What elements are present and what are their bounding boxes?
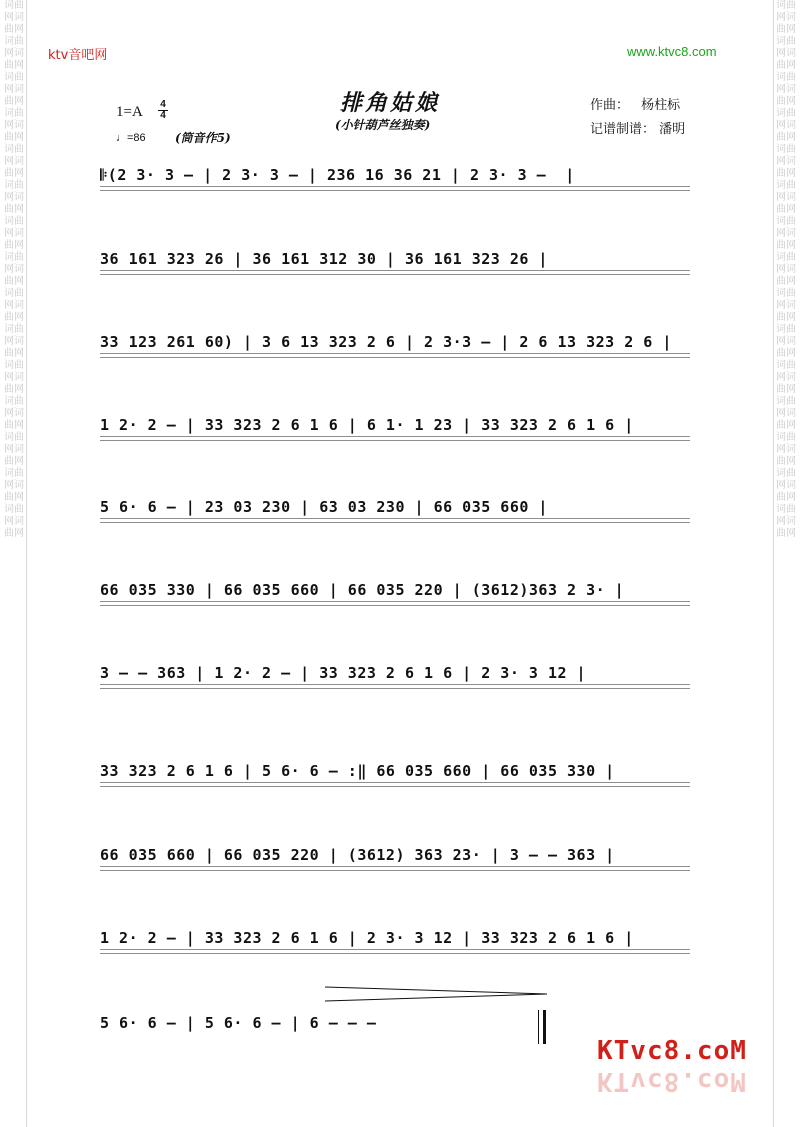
final-barline-thin [538, 1010, 539, 1044]
score-line-2: 36 161 323 26 | 36 161 312 30 | 36 161 323 26 | [100, 250, 548, 268]
score-line-7: 3 – – 363 | 1 2· 2 – | 33 323 2 6 1 6 | 2 3· 3 12 | [100, 664, 587, 682]
decrescendo-hairpin [325, 985, 550, 1007]
score-line-6: 66 035 330 | 66 035 660 | 66 035 220 | (3612)363 2 3· | [100, 581, 625, 599]
tone-note: (筒音作5) [175, 131, 231, 145]
tempo-marking: ♩=86 [116, 132, 146, 144]
score-line-10: 1 2· 2 – | 33 323 2 6 1 6 | 2 3· 3 12 | 33 323 2 6 1 6 | [100, 929, 634, 947]
song-title: 排角姑娘 [340, 90, 441, 116]
margin-line-right [773, 0, 774, 1127]
composer-name: 杨柱标 [641, 98, 681, 113]
score-underline-2 [100, 270, 690, 275]
ktvc8-logo-reflection: KTvc8.coM [597, 1066, 747, 1096]
score-underline-4 [100, 436, 690, 441]
final-barline-thick [543, 1010, 546, 1044]
score-underline-9 [100, 866, 690, 871]
score-line-4: 1 2· 2 – | 33 323 2 6 1 6 | 6 1· 1 23 | 33 323 2 6 1 6 | [100, 416, 634, 434]
score-underline-3 [100, 353, 690, 358]
score-line-3: 33 123 261 60) | 3 6 13 323 2 6 | 2 3·3 – | 2 6 13 323 2 6 | [100, 333, 672, 351]
song-subtitle: (小针葫芦丝独奏) [335, 118, 431, 132]
score-underline-6 [100, 601, 690, 606]
score-underline-8 [100, 782, 690, 787]
score-line-8: 33 323 2 6 1 6 | 5 6· 6 – :‖ 66 035 660 | 66 035 330 | [100, 762, 615, 780]
score-line-9: 66 035 660 | 66 035 220 | (3612) 363 23· | 3 – – 363 | [100, 846, 615, 864]
composer-credit [590, 94, 680, 113]
time-signature [158, 100, 168, 121]
watermark-column-left: 词曲网词曲网词曲网词曲网词曲网词曲网词曲网词曲网词曲网词曲网词曲网词曲网词曲网词曲网词曲网词曲网词曲网词曲网词曲网词曲网词曲网词曲网词曲网词曲网词曲网词曲网词曲网词曲网词曲网词曲网 [4, 0, 24, 539]
arranger-name: 潘明 [659, 122, 686, 137]
site-name-left: ktv音吧网 [48, 48, 108, 63]
arranger-credit [590, 118, 685, 137]
key-signature: 1=A [116, 104, 143, 120]
score-underline-7 [100, 684, 690, 689]
composer-label: 作曲： [590, 98, 630, 113]
score-underline-5 [100, 518, 690, 523]
margin-line-left [26, 0, 27, 1127]
time-signature-bottom: 4 [158, 110, 168, 121]
score-line-1: 𝄆(2 3· 3 – | 2 3· 3 – | 236 16 36 21 | 2 3· 3 – | [100, 166, 575, 184]
time-signature-top: 4 [160, 99, 166, 110]
score-underline-10 [100, 949, 690, 954]
score-line-11: 5 6· 6 – | 5 6· 6 – | 6 – – – [100, 1014, 377, 1032]
score-line-5: 5 6· 6 – | 23 03 230 | 63 03 230 | 66 035 660 | [100, 498, 548, 516]
arranger-label: 记谱制谱： [590, 122, 656, 137]
watermark-column-right: 词曲网词曲网词曲网词曲网词曲网词曲网词曲网词曲网词曲网词曲网词曲网词曲网词曲网词曲网词曲网词曲网词曲网词曲网词曲网词曲网词曲网词曲网词曲网词曲网词曲网词曲网词曲网词曲网词曲网词曲网 [776, 0, 796, 539]
site-url-right: www.ktvc8.com [627, 44, 717, 59]
score-underline-1 [100, 186, 690, 191]
ktvc8-logo: KTvc8.coM [597, 1036, 747, 1066]
